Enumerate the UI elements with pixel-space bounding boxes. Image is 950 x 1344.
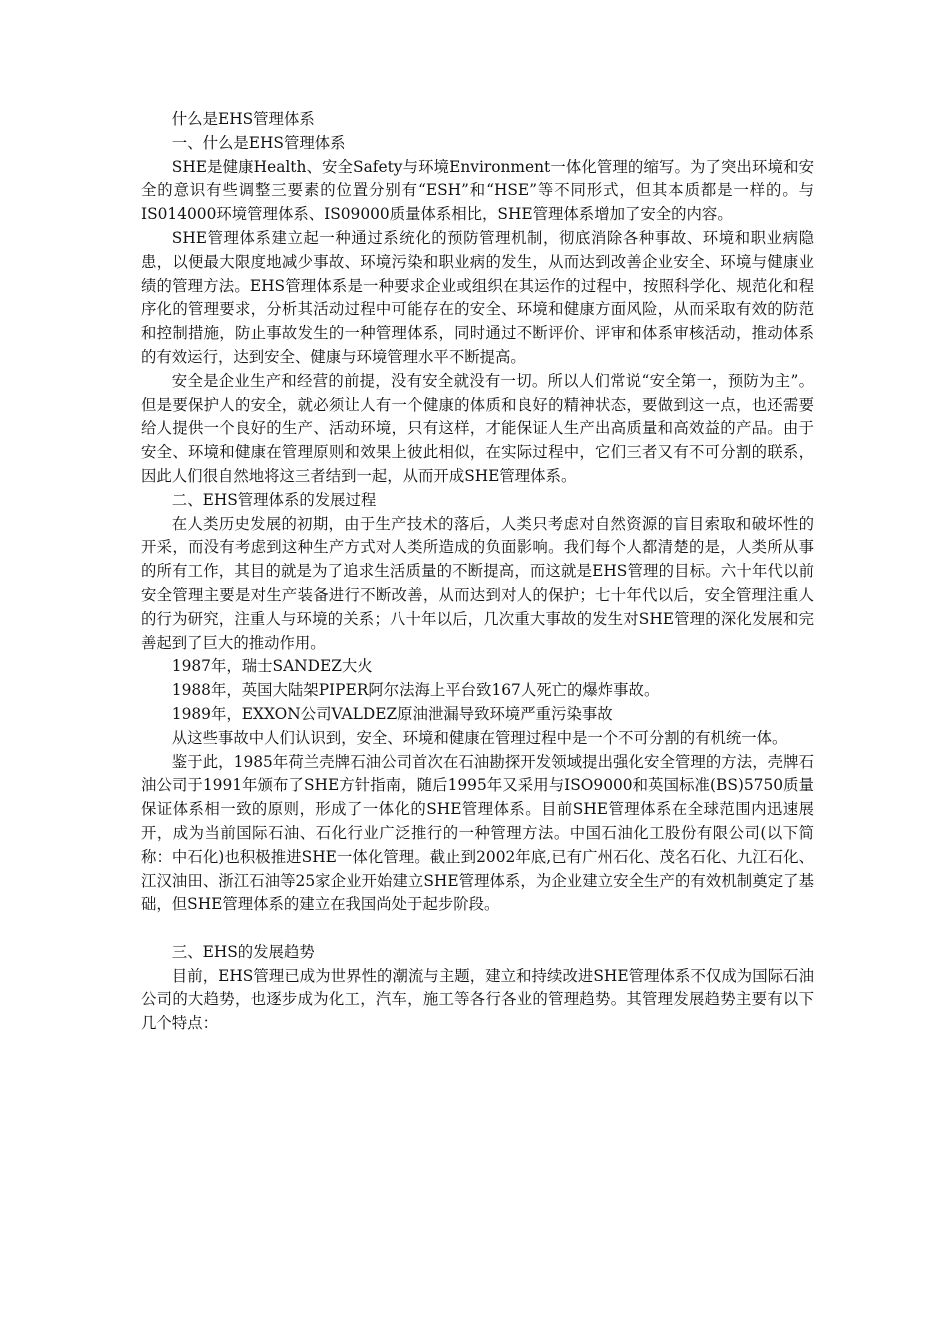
paragraph: 1987年，瑞士SANDEZ大火	[171, 657, 373, 676]
paragraph: 1988年，英国大陆架PIPER阿尔法海上平台致167人死亡的爆炸事故。	[171, 681, 660, 700]
document-body	[141, 108, 814, 1036]
paragraph: 鉴于此，1985年荷兰壳牌石油公司首次在石油勘探开发领域提出强化安全管理的方法，壳牌石油公司于1991年颁布了SHE方针指南，随后1995年又采用与ISO9000和英国标准(BS)5750质量保证体系相一致的原则，形成了一体化的SHE管理体系。目前SHE管理体系在全球范围内迅速展开，成为当前国际石油、石化行业广泛推行的一种管理方法。中国石油化工股份有限公司(以下简称：中石化)也积极推进SHE一体化管理。截止到2002年底,已有广州石化、茂名石化、九江石化、江汉油田、浙江石油等25家企业开始建立SHE管理体系，为企业建立安全生产的有效机制奠定了基础，但SHE管理体系的建立在我国尚处于起步阶段。	[141, 752, 814, 914]
paragraph: 从这些事故中人们认识到，安全、环境和健康在管理过程中是一个不可分割的有机统一体。	[171, 728, 788, 747]
document-title: 什么是EHS管理体系	[171, 110, 315, 128]
paragraph: SHE管理体系建立起一种通过系统化的预防管理机制，彻底消除各种事故、环境和职业病隐患，以便最大限度地减少事故、环境污染和职业病的发生，从而达到改善企业安全、环境与健康业绩的管理方法。EHS管理体系是一种要求企业或组织在其运作的过程中，按照科学化、规范化和程序化的管理要求，分析其活动过程中可能存在的安全、环境和健康方面风险，从而采取有效的防范和控制措施，防止事故发生的一种管理体系，同时通过不断评价、评审和体系审核活动，推动体系的有效运行，达到安全、健康与环境管理水平不断提高。	[141, 228, 814, 366]
paragraph: 在人类历史发展的初期，由于生产技术的落后，人类只考虑对自然资源的盲目索取和破坏性的开采，而没有考虑到这种生产方式对人类所造成的负面影响。我们每个人都清楚的是，人类所从事的所有工作，其目的就是为了追求生活质量的不断提高，而这就是EHS管理的目标。六十年代以前安全管理主要是对生产装备进行不断改善，从而达到对人的保护；七十年代以后，安全管理注重人的行为研究，注重人与环境的关系；八十年以后，几次重大事故的发生对SHE管理的深化发展和完善起到了巨大的推动作用。	[141, 514, 814, 652]
section-heading-2: 二、EHS管理体系的发展过程	[171, 490, 377, 509]
paragraph: SHE是健康Health、安全Safety与环境Environment一体化管理的缩写。为了突出环境和安全的意识有些调整三要素的位置分别有“ESH”和“HSE”等不同形式，但其本质都是一样的。与IS014000环境管理体系、IS09000质量体系相比，SHE管理体系增加了安全的内容。	[141, 157, 814, 224]
paragraph: 1989年，EXXON公司VALDEZ原油泄漏导致环境严重污染事故	[171, 704, 613, 723]
section-heading-3: 三、EHS的发展趋势	[171, 942, 315, 961]
paragraph: 安全是企业生产和经营的前提，没有安全就没有一切。所以人们常说“安全第一，预防为主”。但是要保护人的安全，就必须让人有一个健康的体质和良好的精神状态，要做到这一点，也还需要给人提供一个良好的生产、活动环境，只有这样，才能保证人生产出高质量和高效益的产品。由于安全、环境和健康在管理原则和效果上彼此相似，在实际过程中，它们三者又有不可分割的联系，因此人们很自然地将这三者结到一起，从而开成SHE管理体系。	[141, 371, 814, 485]
paragraph: 目前，EHS管理已成为世界性的潮流与主题，建立和持续改进SHE管理体系不仅成为国际石油公司的大趋势，也逐步成为化工，汽车，施工等各行各业的管理趋势。其管理发展趋势主要有以下几个特点：	[141, 966, 814, 1033]
section-heading-1: 一、什么是EHS管理体系	[171, 133, 346, 152]
